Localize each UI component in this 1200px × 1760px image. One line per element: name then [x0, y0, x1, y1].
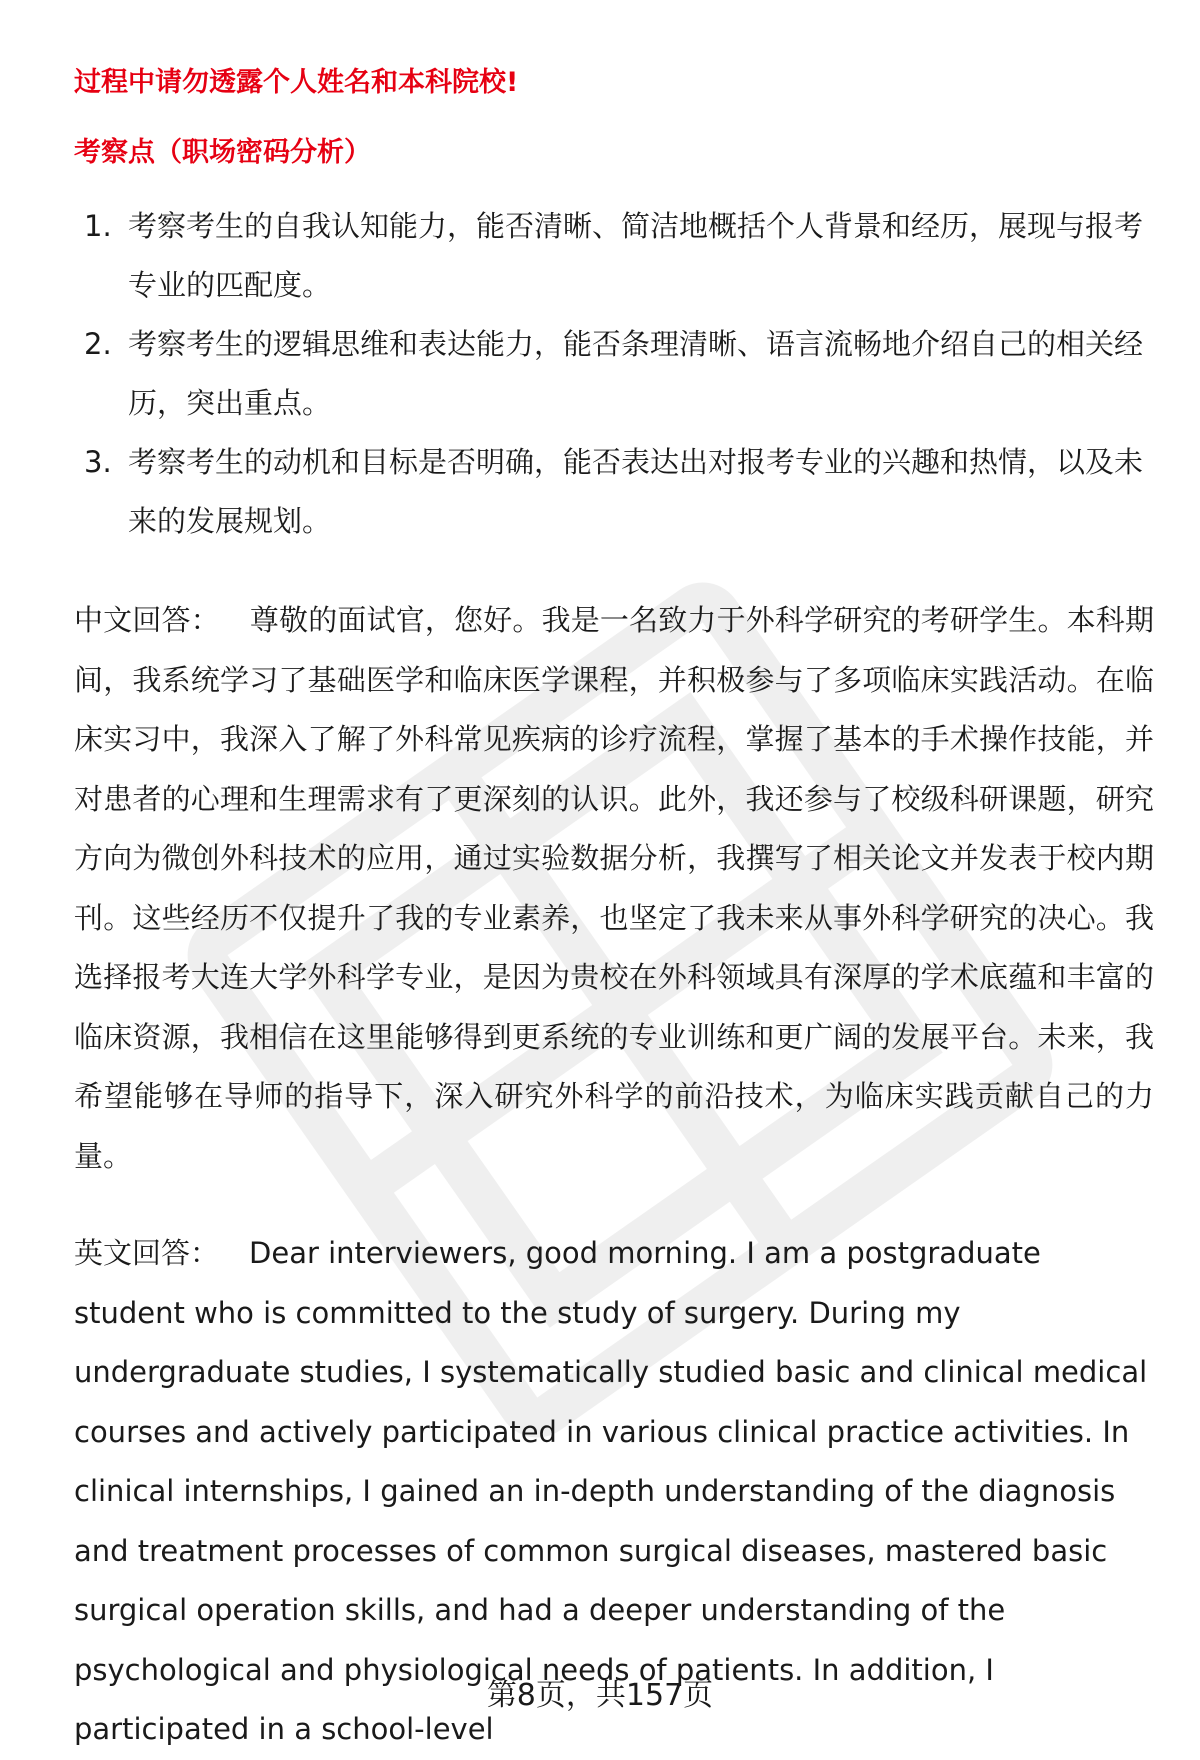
- list-item-number: 2.: [84, 327, 112, 361]
- list-item-text: 考察考生的动机和目标是否明确，能否表达出对报考专业的兴趣和热情，以及未来的发展规划。: [128, 445, 1144, 538]
- list-item: [74, 433, 1154, 551]
- chinese-answer-text: 尊敬的面试官，您好。我是一名致力于外科学研究的考研学生。本科期间，我系统学习了基础医学和临床医学课程，并积极参与了多项临床实践活动。在临床实习中，我深入了解了外科常见疾病的诊疗流程，掌握了基本的手术操作技能，并对患者的心理和生理需求有了更深刻的认识。此外，我还参与了校级科研课题，研究方向为微创外科技术的应用，通过实验数据分析，我撰写了相关论文并发表于校内期刊。这些经历不仅提升了我的专业素养，也坚定了我未来从事外科学研究的决心。我选择报考大连大学外科学专业，是因为贵校在外科领域具有深厚的学术底蕴和丰富的临床资源，我相信在这里能够得到更系统的专业训练和更广阔的发展平台。未来，我希望能够在导师的指导下，深入研究外科学的前沿技术，为临床实践贡献自己的力量。: [74, 603, 1154, 1173]
- privacy-warning: 过程中请勿透露个人姓名和本科院校!: [74, 67, 519, 98]
- list-item-number: 3.: [84, 445, 112, 479]
- english-answer-text: Dear interviewers, good morning. I am a postgraduate student who is committed to the study of surgery. During my undergraduate studies, I systematically studied basic and clinical medical courses and actively participated in various clinical practice activities. In clinical internships, I gained an in-depth understanding of the diagnosis and treatment processes of common surgical diseases, mastered basic surgical operation skills, and had a deeper understanding of the psychological and physiological needs of patients. In addition, I participated in a school-level: [74, 1236, 1148, 1746]
- list-item: [74, 315, 1154, 433]
- document-page: [74, 55, 1154, 1760]
- assessment-points-list: [74, 197, 1154, 551]
- list-item: [74, 197, 1154, 315]
- list-item-text: 考察考生的自我认知能力，能否清晰、简洁地概括个人背景和经历，展现与报考专业的匹配度。: [128, 209, 1144, 302]
- section-title: 考察点（职场密码分析）: [74, 137, 371, 168]
- list-item-text: 考察考生的逻辑思维和表达能力，能否条理清晰、语言流畅地介绍自己的相关经历，突出重点。: [128, 327, 1144, 420]
- chinese-answer-label: 中文回答：: [74, 603, 220, 637]
- chinese-answer: [74, 591, 1154, 1186]
- list-item-number: 1.: [84, 209, 112, 243]
- english-answer-label: 英文回答：: [74, 1236, 220, 1270]
- page-indicator: 第8页，共157页: [486, 1678, 714, 1713]
